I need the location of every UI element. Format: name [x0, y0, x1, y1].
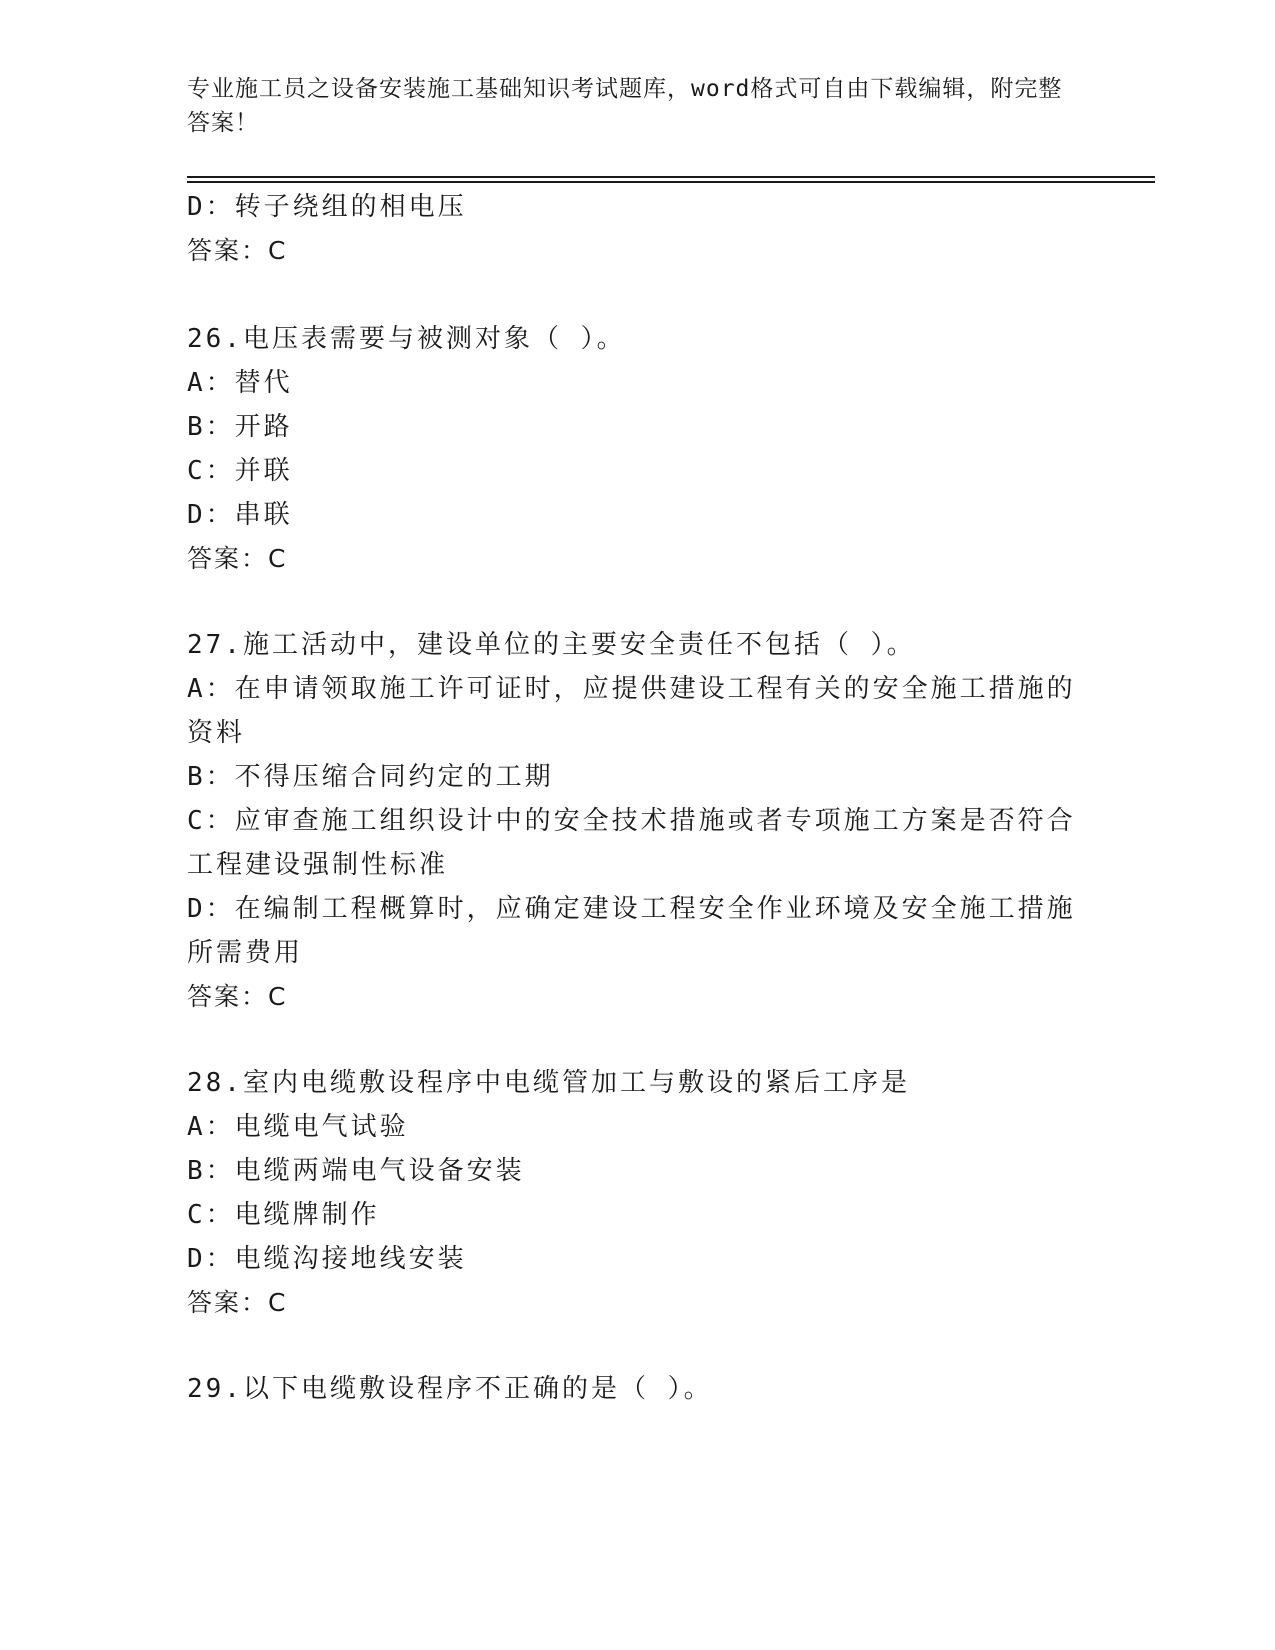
q27-answer: 答案：C — [187, 982, 288, 1011]
q27-option-b: B：不得压缩合同约定的工期 — [187, 762, 554, 792]
q26-option-b: B：开路 — [187, 412, 293, 442]
q28-option-b: B：电缆两端电气设备安装 — [187, 1156, 525, 1186]
q25-option-d: D：转子绕组的相电压 — [187, 192, 467, 222]
q26-question: 26.电压表需要与被测对象（ ）。 — [187, 324, 626, 354]
q28-answer: 答案：C — [187, 1288, 288, 1317]
header-rule-top — [187, 176, 1155, 178]
q27-question: 27.施工活动中，建设单位的主要安全责任不包括（ ）。 — [187, 630, 916, 660]
q26-option-c: C：并联 — [187, 456, 293, 486]
q27-option-d-cont: 所需费用 — [187, 938, 304, 968]
q27-option-a: A：在申请领取施工许可证时，应提供建设工程有关的安全施工措施的 — [187, 674, 1076, 704]
q27-option-a-cont: 资料 — [187, 718, 246, 748]
q27-option-c-cont: 工程建设强制性标准 — [187, 850, 449, 880]
q27-option-c: C：应审查施工组织设计中的安全技术措施或者专项施工方案是否符合 — [187, 806, 1076, 836]
q27-option-d: D：在编制工程概算时，应确定建设工程安全作业环境及安全施工措施 — [187, 894, 1076, 924]
q29-question: 29.以下电缆敷设程序不正确的是（ ）。 — [187, 1374, 713, 1404]
q28-option-d: D：电缆沟接地线安装 — [187, 1244, 467, 1274]
q26-option-a: A：替代 — [187, 368, 293, 398]
document-header: 专业施工员之设备安装施工基础知识考试题库，word格式可自由下载编辑，附完整答案！ — [187, 76, 1063, 136]
q26-answer: 答案：C — [187, 544, 288, 573]
q28-option-a: A：电缆电气试验 — [187, 1112, 409, 1142]
q25-answer: 答案：C — [187, 236, 288, 265]
header-rule-bottom — [187, 181, 1155, 183]
q28-question: 28.室内电缆敷设程序中电缆管加工与敷设的紧后工序是 — [187, 1068, 910, 1098]
q28-option-c: C：电缆牌制作 — [187, 1200, 380, 1230]
q26-option-d: D：串联 — [187, 500, 293, 530]
